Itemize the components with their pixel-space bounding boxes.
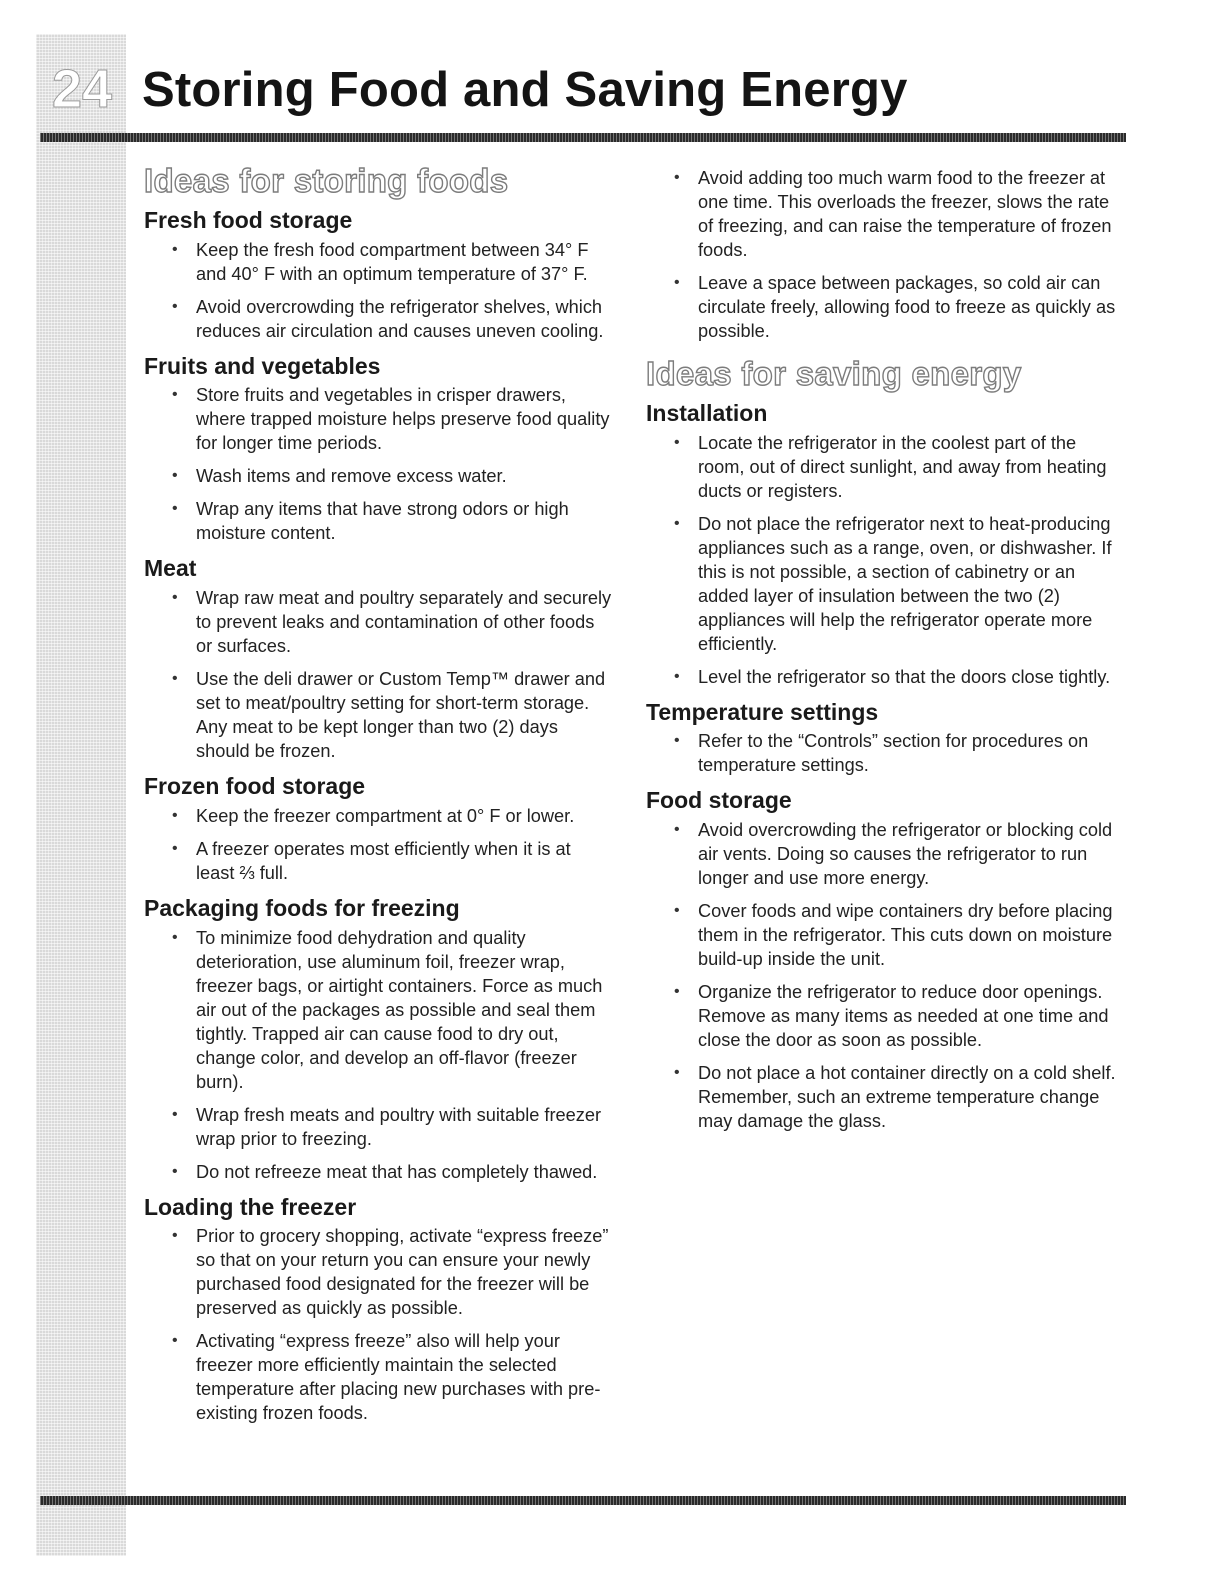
bullet-item: • Leave a space between packages, so cold air can circulate freely, allowing food to freeze as quickly as possible.	[646, 271, 1124, 343]
group-installation	[646, 399, 1124, 689]
bullet-list	[144, 586, 612, 763]
group-fruits-vegetables	[144, 352, 612, 546]
group-frozen-food-storage	[144, 772, 612, 885]
bullet-item: • Organize the refrigerator to reduce door openings. Remove as many items as needed at one time and close the door as soon as possible.	[646, 980, 1124, 1052]
group-meat	[144, 554, 612, 763]
continued-bullet-list	[646, 166, 1124, 343]
bullet-item: • Store fruits and vegetables in crisper drawers, where trapped moisture helps preserve food quality for longer time periods.	[144, 383, 612, 455]
bullet-item: • A freezer operates most efficiently when it is at least ⅔ full.	[144, 837, 612, 885]
bullet-item: • Use the deli drawer or Custom Temp™ drawer and set to meat/poultry setting for short-term storage. Any meat to be kept longer than two (2) days should be frozen.	[144, 667, 612, 763]
subheading: Installation	[646, 399, 768, 426]
subheading: Fruits and vegetables	[144, 352, 381, 379]
subheading: Frozen food storage	[144, 773, 366, 800]
bullet-item: • Locate the refrigerator in the coolest part of the room, out of direct sunlight, and away from heating ducts or registers.	[646, 431, 1124, 503]
subheading: Temperature settings	[646, 698, 879, 725]
bullet-list	[144, 804, 612, 885]
group-fresh-food-storage	[144, 206, 612, 343]
subheading: Loading the freezer	[144, 1193, 357, 1220]
bullet-item: • Avoid adding too much warm food to the freezer at one time. This overloads the freezer, slows the rate of freezing, and can raise the temperature of frozen foods.	[646, 166, 1124, 262]
subheading: Food storage	[646, 787, 792, 814]
subheading: Meat	[144, 555, 197, 582]
bullet-item: • Activating “express freeze” also will help your freezer more efficiently maintain the selected temperature after placing new purchases with pre-existing frozen foods.	[144, 1329, 612, 1425]
page-number: 24	[51, 59, 113, 119]
bullet-item: • Refer to the “Controls” section for procedures on temperature settings.	[646, 729, 1124, 777]
bullet-item: • Do not refreeze meat that has completely thawed.	[144, 1160, 612, 1184]
right-column	[646, 166, 1124, 1142]
bullet-item: • Level the refrigerator so that the doors close tightly.	[646, 665, 1124, 689]
page-side-strip	[36, 34, 126, 1556]
bullet-item: • Wrap any items that have strong odors or high moisture content.	[144, 497, 612, 545]
footer-rule	[40, 1496, 1126, 1505]
bullet-list	[646, 431, 1124, 689]
page-title: Storing Food and Saving Energy	[142, 63, 908, 117]
group-loading-freezer	[144, 1193, 612, 1426]
bullet-list	[646, 729, 1124, 777]
bullet-item: • Do not place the refrigerator next to heat-producing appliances such as a range, oven, or dishwasher. If this is not possible, a section of cabinetry or an added layer of insulation between the two (2) appliances will help the refrigerator operate more efficiently.	[646, 512, 1124, 656]
bullet-item: • Cover foods and wipe containers dry before placing them in the refrigerator. This cuts down on moisture build-up inside the unit.	[646, 899, 1124, 971]
bullet-item: • Avoid overcrowding the refrigerator or blocking cold air vents. Doing so causes the refrigerator to run longer and use more energy.	[646, 818, 1124, 890]
bullet-item: • Wrap fresh meats and poultry with suitable freezer wrap prior to freezing.	[144, 1103, 612, 1151]
bullet-list	[144, 1224, 612, 1425]
bullet-list	[144, 926, 612, 1184]
bullet-item: • Prior to grocery shopping, activate “express freeze” so that on your return you can ensure your newly purchased food designated for the freezer will be preserved as quickly as possible.	[144, 1224, 612, 1320]
left-column	[144, 162, 612, 1434]
bullet-item: • Do not place a hot container directly on a cold shelf. Remember, such an extreme temperature change may damage the glass.	[646, 1061, 1124, 1133]
bullet-list	[646, 818, 1124, 1133]
group-temperature-settings	[646, 698, 1124, 778]
bullet-list	[144, 238, 612, 343]
bullet-item: • Keep the freezer compartment at 0° F or lower.	[144, 804, 612, 828]
subheading: Fresh food storage	[144, 206, 353, 233]
bullet-item: • Wash items and remove excess water.	[144, 464, 612, 488]
bullet-item: • Wrap raw meat and poultry separately and securely to prevent leaks and contamination of other foods or surfaces.	[144, 586, 612, 658]
bullet-item: • Avoid overcrowding the refrigerator shelves, which reduces air circulation and causes uneven cooling.	[144, 295, 612, 343]
subheading: Packaging foods for freezing	[144, 894, 460, 921]
group-food-storage	[646, 786, 1124, 1133]
bullet-item: • To minimize food dehydration and quality deterioration, use aluminum foil, freezer wrap, freezer bags, or airtight containers. Force as much air out of the packages as possible and seal them tightly. Trapped air can cause food to dry out, change color, and develop an off-flavor (freezer burn).	[144, 926, 612, 1094]
section-title-saving-energy: Ideas for saving energy	[646, 355, 1022, 392]
bullet-list	[144, 383, 612, 545]
bullet-item: • Keep the fresh food compartment between 34° F and 40° F with an optimum temperature of 37° F.	[144, 238, 612, 286]
section-title-storing: Ideas for storing foods	[144, 162, 509, 199]
header-rule	[40, 133, 1126, 142]
group-packaging-foods	[144, 894, 612, 1184]
